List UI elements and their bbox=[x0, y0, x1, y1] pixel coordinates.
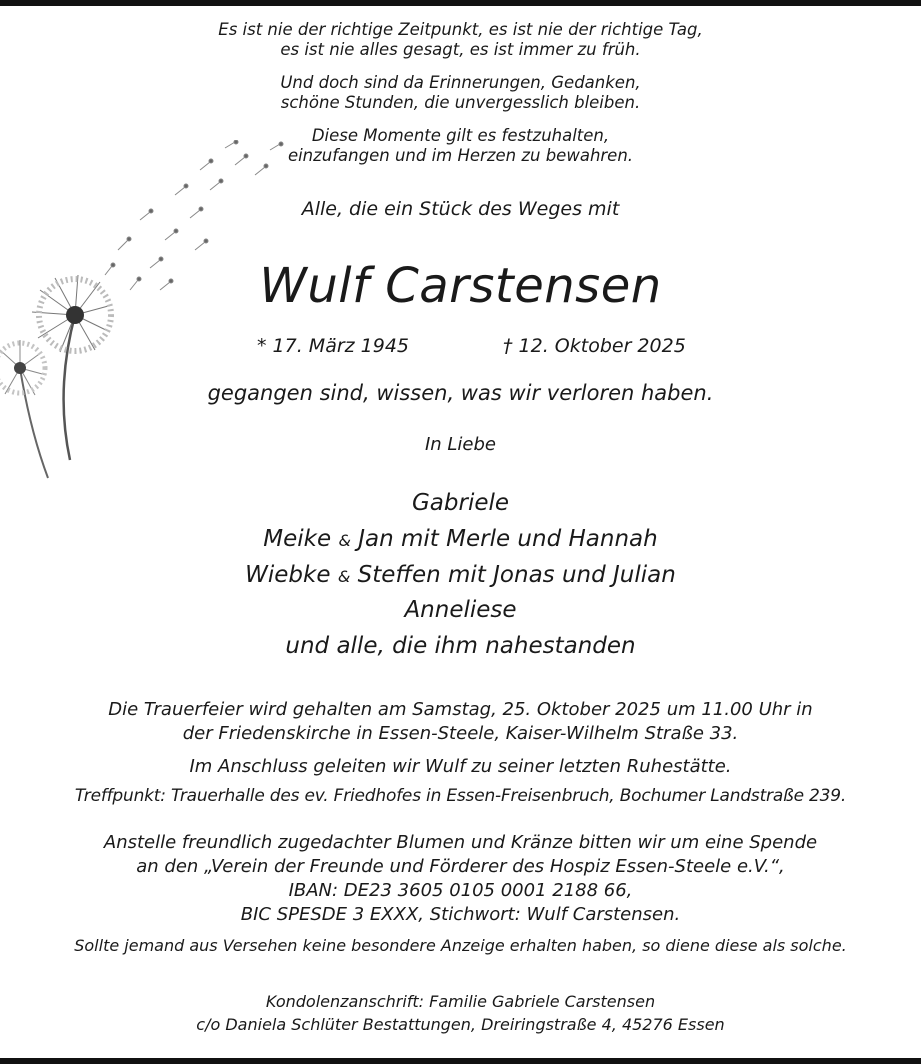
ceremony-line-1: Die Trauerfeier wird gehalten am Samstag, 25. Oktober 2025 um 11.00 Uhr in bbox=[108, 699, 813, 720]
donation-line-2: an den „Verein der Freunde und Förderer des Hospiz Essen-Steele e.V.“, bbox=[136, 856, 785, 877]
family-name-wiebke: Wiebke bbox=[245, 562, 331, 588]
poem-line-2: es ist nie alles gesagt, es ist immer zu früh. bbox=[280, 40, 641, 59]
family-name-steffen: Steffen mit Jonas und Julian bbox=[357, 562, 676, 588]
poem-line-3: Und doch sind da Erinnerungen, Gedanken, bbox=[280, 73, 641, 92]
intro-text: Alle, die ein Stück des Weges mit bbox=[301, 198, 620, 220]
in-liebe: In Liebe bbox=[424, 434, 497, 455]
family-line-4: Anneliese bbox=[404, 597, 517, 623]
address-line-1: Kondolenzanschrift: Familie Gabriele Carstensen bbox=[265, 992, 656, 1011]
family-line-2 bbox=[0, 528, 921, 551]
ceremony-line-3: Im Anschluss geleiten wir Wulf zu seiner letzten Ruhestätte. bbox=[189, 756, 732, 777]
family-line-5: und alle, die ihm nahestanden bbox=[285, 633, 636, 659]
ceremony-line-4: Treffpunkt: Trauerhalle des ev. Friedhofes in Essen-Freisenbruch, Bochumer Landstraße 239. bbox=[74, 786, 847, 806]
family-line-3 bbox=[0, 564, 921, 587]
birth-date: * 17. März 1945 bbox=[257, 335, 410, 357]
address-line-2: c/o Daniela Schlüter Bestattungen, Dreiringstraße 4, 45276 Essen bbox=[196, 1015, 725, 1034]
donation-line-4: BIC SPESDE 3 EXXX, Stichwort: Wulf Carstensen. bbox=[240, 904, 681, 925]
poem-line-4: schöne Stunden, die unvergesslich bleiben. bbox=[280, 93, 641, 112]
deceased-name: Wulf Carstensen bbox=[259, 258, 662, 314]
notice-text: Sollte jemand aus Versehen keine besondere Anzeige erhalten haben, so diene diese als solche. bbox=[74, 936, 847, 955]
donation-line-1: Anstelle freundlich zugedachter Blumen und Kränze bitten wir um eine Spende bbox=[103, 832, 818, 853]
poem-line-5: Diese Momente gilt es festzuhalten, bbox=[311, 126, 610, 145]
ampersand: & bbox=[337, 567, 351, 586]
donation-line-3: IBAN: DE23 3605 0105 0001 2188 66, bbox=[288, 880, 633, 901]
outro-text: gegangen sind, wissen, was wir verloren haben. bbox=[207, 381, 714, 405]
poem-line-1: Es ist nie der richtige Zeitpunkt, es ist nie der richtige Tag, bbox=[218, 20, 703, 39]
family-name-meike: Meike bbox=[263, 526, 332, 552]
poem-line-6: einzufangen und im Herzen zu bewahren. bbox=[287, 146, 634, 165]
family-name-jan: Jan mit Merle und Hannah bbox=[358, 526, 658, 552]
bottom-border bbox=[0, 1058, 921, 1064]
ceremony-line-2: der Friedenskirche in Essen-Steele, Kaiser-Wilhelm Straße 33. bbox=[182, 723, 739, 744]
top-border bbox=[0, 0, 921, 6]
family-line-1: Gabriele bbox=[411, 490, 510, 516]
death-date: † 12. Oktober 2025 bbox=[503, 335, 686, 357]
ampersand: & bbox=[338, 531, 351, 550]
